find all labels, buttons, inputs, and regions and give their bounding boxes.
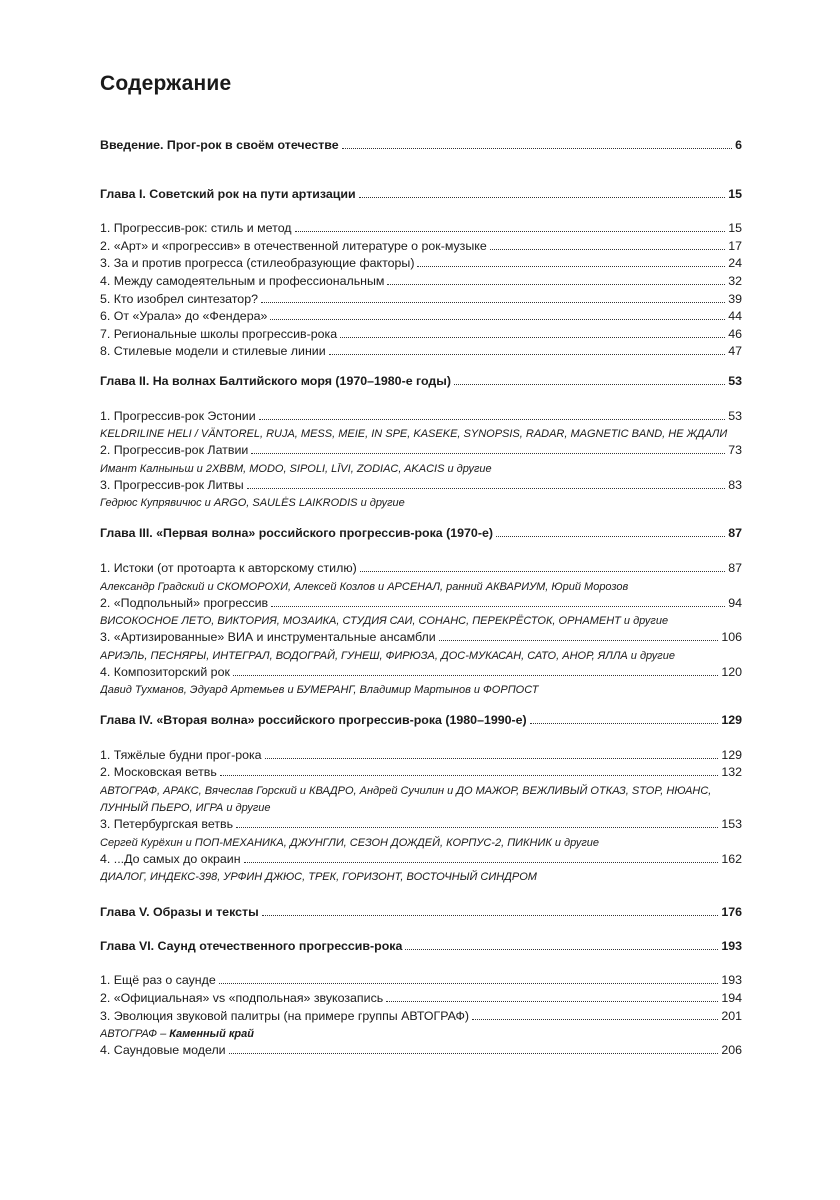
toc-entry-title: 4. Между самодеятельным и профессиональным	[100, 273, 385, 288]
toc-page-number: 153	[721, 817, 742, 832]
section-gap	[100, 699, 742, 713]
toc-entry-title: Глава IV. «Вторая волна» российского прогрессив-рока (1980–1990-е)	[100, 713, 527, 728]
toc-bands-text: Имант Калныньш и 2ХВВМ, MODO, SIPOLI, LĪVI, ZODIAC, AKACIS и другие	[100, 462, 492, 475]
dot-leader	[244, 862, 719, 863]
toc-bands-text: Гедрюс Купрявичюс и ARGO, SAULĖS LAIKRODIS и другие	[100, 497, 405, 510]
dot-leader	[261, 302, 725, 303]
toc-bands-list	[100, 426, 742, 443]
toc-entry-title: 1. Ещё раз о саунде	[100, 973, 216, 988]
dot-leader	[496, 536, 725, 537]
toc-entry-title: 8. Стилевые модели и стилевые линии	[100, 344, 326, 359]
toc-page-number: 129	[721, 713, 742, 728]
dot-leader	[247, 488, 726, 489]
table-of-contents	[100, 138, 742, 1061]
dot-leader	[340, 337, 725, 338]
toc-entry-title: 2. «Арт» и «прогрессив» в отечественной литературе о рок-музыке	[100, 238, 487, 253]
section-gap	[100, 512, 742, 526]
dot-leader	[265, 758, 719, 759]
section-gap	[100, 544, 742, 561]
toc-entry-title: Глава VI. Саунд отечественного прогрессив-рока	[100, 938, 403, 953]
dot-leader	[360, 571, 725, 572]
toc-page-number: 132	[721, 765, 742, 780]
dot-leader	[472, 1019, 718, 1020]
dot-leader	[220, 775, 719, 776]
toc-section-entry[interactable]	[100, 1009, 742, 1027]
toc-entry-title: 3. «Артизированные» ВИА и инструментальные ансамбли	[100, 630, 436, 645]
toc-entry-title: 3. За и против прогресса (стилеобразующие факторы)	[100, 256, 415, 271]
toc-entry-title: 6. От «Урала» до «Фендера»	[100, 309, 268, 324]
toc-entry-title: 1. Истоки (от протоарта к авторскому стилю)	[100, 560, 357, 575]
toc-entry-title: Глава II. На волнах Балтийского моря (1970–1980-е годы)	[100, 373, 452, 388]
toc-page-number: 39	[728, 291, 742, 306]
section-gap	[100, 923, 742, 939]
toc-page-number: 201	[721, 1008, 742, 1023]
toc-entry-title: 2. «Официальная» vs «подпольная» звукозапись	[100, 991, 384, 1006]
toc-bands-text: АВТОГРАФ –	[100, 1028, 170, 1041]
toc-bands-list	[100, 783, 742, 817]
toc-bands-list	[100, 461, 742, 478]
toc-page-number: 46	[728, 326, 742, 341]
toc-page-number: 106	[721, 630, 742, 645]
toc-page-number: 129	[721, 747, 742, 762]
dot-leader	[490, 249, 725, 250]
toc-bands-text: Давид Тухманов, Эдуард Артемьев и БУМЕРАНГ, Владимир Мартынов и ФОРПОСТ	[100, 684, 539, 697]
toc-entry-title: 2. Прогрессив-рок Латвии	[100, 443, 249, 458]
toc-entry-title: Глава I. Советский рок на пути артизации	[100, 186, 356, 201]
dot-leader	[417, 266, 725, 267]
toc-bands-bold-text: Каменный край	[169, 1028, 254, 1041]
toc-section-entry[interactable]	[100, 239, 742, 257]
dot-leader	[342, 148, 732, 149]
toc-bands-text: ВИСОКОСНОЕ ЛЕТО, ВИКТОРИЯ, МОЗАИКА, СТУДИЯ САИ, СОНАНС, ПЕРЕКРЁСТОК, ОРНАМЕНТ и другие	[100, 615, 669, 628]
toc-section-entry[interactable]	[100, 478, 742, 496]
toc-entry-title: 1. Прогрессив-рок Эстонии	[100, 408, 256, 423]
toc-entry-title: Введение. Прог-рок в своём отечестве	[100, 138, 339, 152]
toc-entry-title: Глава III. «Первая волна» российского прогрессив-рока (1970-е)	[100, 526, 493, 541]
toc-bands-list	[100, 579, 742, 596]
toc-entry-title: 7. Региональные школы прогрессив-рока	[100, 326, 338, 341]
dot-leader	[439, 640, 719, 641]
toc-page-number: 73	[728, 443, 742, 458]
section-gap	[100, 156, 742, 187]
toc-entry-title: 2. Московская ветвь	[100, 765, 217, 780]
dot-leader	[329, 354, 726, 355]
dot-leader	[251, 453, 725, 454]
toc-page-number: 44	[728, 309, 742, 324]
toc-page-number: 53	[728, 408, 742, 423]
toc-section-entry[interactable]	[100, 765, 742, 783]
toc-page-number: 206	[721, 1043, 742, 1058]
toc-entry-title: 3. Эволюция звуковой палитры (на примере группы АВТОГРАФ)	[100, 1008, 470, 1023]
toc-section-entry[interactable]	[100, 973, 742, 991]
toc-bands-text: ДИАЛОГ, ИНДЕКС-398, УРФИН ДЖЮС, ТРЕК, ГОРИЗОНТ, ВОСТОЧНЫЙ СИНДРОМ	[100, 871, 537, 884]
toc-chapter-entry[interactable]	[100, 713, 742, 731]
dot-leader	[236, 827, 718, 828]
toc-section-entry[interactable]	[100, 409, 742, 427]
dot-leader	[233, 675, 718, 676]
toc-bands-list	[100, 648, 742, 665]
toc-section-entry[interactable]	[100, 309, 742, 327]
toc-bands-list	[100, 835, 742, 852]
toc-bands-text: АВТОГРАФ, АРАКС, Вячеслав Горский и КВАДРО, Андрей Сучилин и ДО МАЖОР, ВЕЖЛИВЫЙ ОТКАЗ, STOP, НЮАНС, ЛУННЫЙ ПЬЕРО, ИГРА и другие	[100, 785, 712, 815]
toc-page-number: 17	[728, 238, 742, 253]
dot-leader	[359, 197, 726, 198]
toc-page-number: 193	[721, 973, 742, 988]
toc-page-number: 47	[728, 344, 742, 359]
toc-section-entry[interactable]	[100, 256, 742, 274]
toc-page-number: 176	[721, 905, 742, 920]
toc-page-number: 24	[728, 256, 742, 271]
toc-page-number: 32	[728, 273, 742, 288]
toc-entry-title: 5. Кто изобрел синтезатор?	[100, 291, 258, 306]
toc-bands-text: KELDRILINE HELI / VÄNTOREL, RUJA, MESS, MEIE, IN SPE, KASEKE, SYNOPSIS, RADAR, MAGNETIC BAND, НЕ ЖДАЛИ	[100, 428, 728, 441]
toc-page-number: 6	[735, 138, 742, 152]
dot-leader	[295, 231, 726, 232]
toc-page-number: 120	[721, 664, 742, 679]
dot-leader	[405, 949, 718, 950]
toc-entry-title: 4. ...До самых до окраин	[100, 851, 241, 866]
toc-bands-text: АРИЭЛЬ, ПЕСНЯРЫ, ИНТЕГРАЛ, ВОДОГРАЙ, ГУНЕШ, ФИРЮЗА, ДОС-МУКАСАН, САТО, АНОР, ЯЛЛА и другие	[100, 649, 675, 662]
toc-entry-title: 1. Тяжёлые будни прог-рока	[100, 747, 262, 762]
toc-section-entry[interactable]	[100, 274, 742, 292]
toc-section-entry[interactable]	[100, 630, 742, 648]
toc-section-entry[interactable]	[100, 991, 742, 1009]
toc-bands-list	[100, 682, 742, 699]
dot-leader	[229, 1053, 719, 1054]
dot-leader	[262, 915, 719, 916]
toc-bands-list	[100, 869, 742, 886]
toc-section-entry[interactable]	[100, 748, 742, 766]
section-gap	[100, 731, 742, 748]
toc-section-entry[interactable]	[100, 221, 742, 239]
toc-page-number: 53	[728, 373, 742, 388]
toc-entry-title: 4. Саундовые модели	[100, 1043, 226, 1058]
toc-page-number: 193	[721, 938, 742, 953]
toc-chapter-entry[interactable]	[100, 138, 742, 156]
dot-leader	[386, 1001, 718, 1002]
dot-leader	[219, 983, 719, 984]
toc-section-entry[interactable]	[100, 665, 742, 683]
dot-leader	[454, 384, 725, 385]
toc-chapter-entry[interactable]	[100, 374, 742, 392]
toc-chapter-entry[interactable]	[100, 905, 742, 923]
toc-bands-list	[100, 1026, 742, 1043]
toc-entry-title: 1. Прогрессив-рок: стиль и метод	[100, 221, 292, 236]
toc-entry-title: 2. «Подпольный» прогрессив	[100, 595, 269, 610]
toc-section-entry[interactable]	[100, 292, 742, 310]
section-gap	[100, 956, 742, 973]
toc-entry-title: 4. Композиторский рок	[100, 664, 230, 679]
toc-chapter-entry[interactable]	[100, 187, 742, 205]
toc-page-number: 162	[721, 851, 742, 866]
toc-page-number: 194	[721, 991, 742, 1006]
toc-section-entry[interactable]	[100, 344, 742, 362]
toc-entry-title: 3. Петербургская ветвь	[100, 817, 234, 832]
dot-leader	[259, 419, 726, 420]
toc-page-number: 87	[728, 560, 742, 575]
section-gap	[100, 886, 742, 905]
toc-section-entry[interactable]	[100, 852, 742, 870]
toc-section-entry[interactable]	[100, 561, 742, 579]
toc-chapter-entry[interactable]	[100, 526, 742, 544]
section-gap	[100, 362, 742, 374]
section-gap	[100, 392, 742, 409]
toc-section-entry[interactable]	[100, 1043, 742, 1061]
toc-section-entry[interactable]	[100, 817, 742, 835]
toc-page-number: 15	[728, 186, 742, 201]
toc-entry-title: Глава V. Образы и тексты	[100, 905, 259, 920]
toc-page-number: 94	[728, 595, 742, 610]
toc-bands-list	[100, 495, 742, 512]
toc-page-number: 15	[728, 221, 742, 236]
toc-entry-title: 3. Прогрессив-рок Литвы	[100, 477, 244, 492]
toc-section-entry[interactable]	[100, 596, 742, 614]
dot-leader	[271, 606, 725, 607]
dot-leader	[387, 284, 725, 285]
toc-bands-text: Александр Градский и СКОМОРОХИ, Алексей Козлов и АРСЕНАЛ, ранний АКВАРИУМ, Юрий Морозов	[100, 580, 629, 593]
toc-chapter-entry[interactable]	[100, 939, 742, 957]
toc-bands-text: Сергей Курёхин и ПОП-МЕХАНИКА, ДЖУНГЛИ, СЕЗОН ДОЖДЕЙ, КОРПУС-2, ПИКНИК и другие	[100, 836, 600, 849]
section-gap	[100, 204, 742, 221]
toc-page-number: 87	[728, 526, 742, 541]
page-title: Содержание	[100, 72, 232, 95]
toc-bands-list	[100, 613, 742, 630]
toc-section-entry[interactable]	[100, 327, 742, 345]
toc-section-entry[interactable]	[100, 443, 742, 461]
toc-page-number: 83	[728, 477, 742, 492]
dot-leader	[530, 723, 719, 724]
dot-leader	[270, 319, 725, 320]
